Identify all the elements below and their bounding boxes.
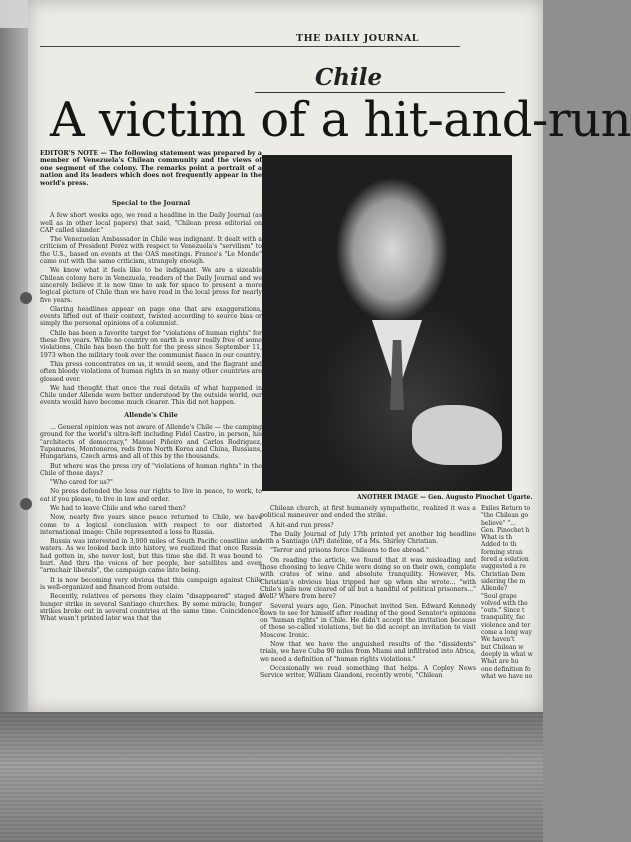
col3_fragments-paragraph: Added to th xyxy=(481,541,517,549)
col3_fragments-paragraph: believe" "... xyxy=(481,519,516,527)
col3_fragments-paragraph: volved with the xyxy=(481,599,528,607)
col2_paragraphs-paragraph: "Terror and prisons force Chileans to flee abroad." xyxy=(270,547,429,555)
headline: A victim of a hit-and-run xyxy=(50,92,631,148)
column-3-body xyxy=(481,505,533,680)
col3_fragments-paragraph: We haven't xyxy=(481,636,515,644)
col1b_paragraphs-paragraph: We had to leave Chile and who cared then? xyxy=(50,504,186,512)
col1b_paragraphs-paragraph: Recently, relatives of persons they claim "disappeared" staged a hunger strike in several Santiago churches. By some miracle, hunger strikes broke out in several countries at the same time. Coincidence? What wasn't printed later was that the xyxy=(40,593,262,623)
col2_paragraphs-paragraph: Chilean church, at first humanely sympathetic, realized it was a political maneuver and ended the strike. xyxy=(260,505,476,520)
editors-note: EDITOR'S NOTE — The following statement was prepared by a member of Venezuela's Chilean community and the views of one segment of the colony. The remarks point a portrait of a nation and its leaders which does not frequently appear in the world's press. xyxy=(40,150,262,187)
article-column-2 xyxy=(260,505,476,682)
col1b_paragraphs-paragraph: But where was the press cry of "violations of human rights" in the Chile of those days? xyxy=(40,462,262,477)
col2_paragraphs-paragraph: On reading the article, we found that it was misleading and those choosing to leave Chile were doing so on their own, complete with crates of wine and absolute tranquility. However, Ms. Christian's obvious bias tripped her up when she wrote... "with Chile's jails now cleared of all but a handful of political prisoners..." Well? Where from here? xyxy=(260,556,476,601)
col2_paragraphs-paragraph: The Daily Journal of July 17th printed yet another big headline with a Santiago (AP) dateline, of a Ms. Shirley Christian. xyxy=(260,530,476,546)
col3_fragments-paragraph: tranquility, fac xyxy=(481,614,526,622)
punch-hole xyxy=(20,292,32,304)
col3_fragments-paragraph: Allende? xyxy=(481,585,508,593)
col3_fragments-paragraph: "outs." Since t xyxy=(481,607,525,615)
punch-hole xyxy=(20,498,32,510)
col2_paragraphs-paragraph: Now that we have the anguished results of the "dissidents" trials, we have Cuba 90 miles from Miami and infiltrated into Africa, we need a definition of "human rights violations." xyxy=(260,641,476,663)
col1b_paragraphs-paragraph: Now, nearly five years since peace returned to Chile, we have come to a logical conclusion with respect to our distorted international image: Chile represented a loss to Russia. xyxy=(40,514,262,536)
col3_fragments-paragraph: forming stran xyxy=(481,548,523,556)
col1_paragraphs-paragraph: Glaring headlines appear on page one that are exaggerations, events lifted out of their context, twisted according to source bias or simply the personal opinions of a columnist. xyxy=(40,305,262,328)
col2_paragraphs-paragraph: Occasionally we read something that helps. A Copley News Service writer, William Giandoni, recently wrote, "Chilean xyxy=(260,664,476,680)
col1_paragraphs-paragraph: We know what it feels like to be indignant. We are a sizeable Chilean colony here in Venezuela, readers of the Daily Journal and we sincerely believe it is now time to ask for space to present a more logical picture of Chile than we have read in the local press for nearly five years. xyxy=(40,267,262,304)
column-1b-body xyxy=(40,424,262,622)
col2_paragraphs-paragraph: Several years ago, Gen. Pinochet invited Sen. Edward Kennedy down to see for himself after reading of the good Senator's opinions on "human rights" in Chile. He didn't accept the invitation because of these so-called violations, but he did accept an invitation to visit Moscow. Ironic. xyxy=(260,602,476,639)
pinochet-photo xyxy=(262,155,512,491)
article-column-3-cutoff xyxy=(481,505,533,680)
col1b_paragraphs-paragraph: "Who cared for us?" xyxy=(50,479,113,487)
article-column-1 xyxy=(40,195,262,624)
col3_fragments-paragraph: violence and ter xyxy=(481,621,531,629)
column-2-body xyxy=(260,505,476,680)
col3_fragments-paragraph: Gen. Pinochet h xyxy=(481,526,530,534)
col1b_paragraphs-paragraph: Russia was interested in 3,000 miles of South Pacific coastline and waters. As we looked back into history, we realized that once Russia had gotten in, she never lost, but this time she did. It was bound to hurt. And thru the voices of her people, her satellites and even "armchair liberals", the campaign came into being. xyxy=(40,538,262,575)
col3_fragments-paragraph: one definition fo xyxy=(481,665,531,673)
col3_fragments-paragraph: "the Chilean go xyxy=(481,512,529,520)
col3_fragments-paragraph: fered a solution xyxy=(481,556,529,564)
column-1-body xyxy=(40,212,262,406)
col1_paragraphs-paragraph: We had thought that once the real details of what happened in Chile under Allende were better understood by the outside world, our events would have become much clearer. This did not happen. xyxy=(40,384,262,407)
col1_paragraphs-paragraph: A few short weeks ago, we read a headline in the Daily Journal (as well as in other local papers) that said, "Chilean press editorial on CAP called slander." xyxy=(40,212,262,234)
col3_fragments-paragraph: but Chilean w xyxy=(481,643,524,651)
col3_fragments-paragraph: Christian Dem xyxy=(481,570,526,578)
col1_paragraphs-paragraph: The Venezuelan Ambassador in Chile was indignant. It dealt with a criticism of President Perez with respect to Venezuela's "servilism" to the U.S., based on events at the OAS meetings. France's "Le Monde" came out with the same criticism, strangely enough. xyxy=(40,236,262,266)
col3_fragments-paragraph: What are hu xyxy=(481,658,519,666)
masthead: THE DAILY JOURNAL xyxy=(296,33,419,44)
col3_fragments-paragraph: deeply in what w xyxy=(481,650,533,658)
col3_fragments-paragraph: come a long way xyxy=(481,629,532,637)
col3_fragments-paragraph: What is th xyxy=(481,534,513,542)
masthead-rule xyxy=(40,46,460,47)
scan-bottom-area xyxy=(0,712,543,842)
col3_fragments-paragraph: suggested a re xyxy=(481,563,526,571)
photo-hand xyxy=(412,405,502,465)
subhead-allendes-chile: Allende's Chile xyxy=(124,410,178,419)
section-label: Chile xyxy=(315,64,383,91)
col1_paragraphs-paragraph: Chile has been a favorite target for "violations of human rights" for these five years. While no country on earth is ever really free of some violations, Chile has been the butt for the press since September 11, 1973 when the military took over the communist fiasco in our country. xyxy=(40,329,262,359)
col1b_paragraphs-paragraph: ... General opinion was not aware of Allende's Chile — the camping ground for the world's ultra-left including Fidel Castro, in person, his "architects of democracy," Manuel Piñeiro and Carlos Rodriguez, Tupamaros, Montoneros, reds from North Korea and China, Russians, Hungarians, Czech arms and all of this by the thousands. xyxy=(40,424,262,461)
scan-left-edge xyxy=(0,28,28,712)
col1b_paragraphs-paragraph: No press defended the loss our rights to live in peace, to work, to eat if you please, to live in law and order. xyxy=(40,488,262,503)
special-line: Special to the Journal xyxy=(111,199,191,207)
col3_fragments-paragraph: "Soul grape xyxy=(481,592,517,600)
col1b_paragraphs-paragraph: It is now becoming very obvious that this campaign against Chile is well-organized and financed from outside. xyxy=(40,576,262,591)
col2_paragraphs-paragraph: A hit-and run press? xyxy=(270,521,334,529)
col3_fragments-paragraph: sidering the m xyxy=(481,577,526,585)
photo-caption: ANOTHER IMAGE — Gen. Augusto Pinochet Ugarte. xyxy=(357,494,533,501)
col3_fragments-paragraph: Exiles Return to xyxy=(481,505,531,512)
col1_paragraphs-paragraph: This press concentrates on us, it would seem, and the flagrant and often bloody violations of human rights in so many other countries are glossed over. xyxy=(40,360,262,383)
col3_fragments-paragraph: what we have no xyxy=(481,672,533,680)
